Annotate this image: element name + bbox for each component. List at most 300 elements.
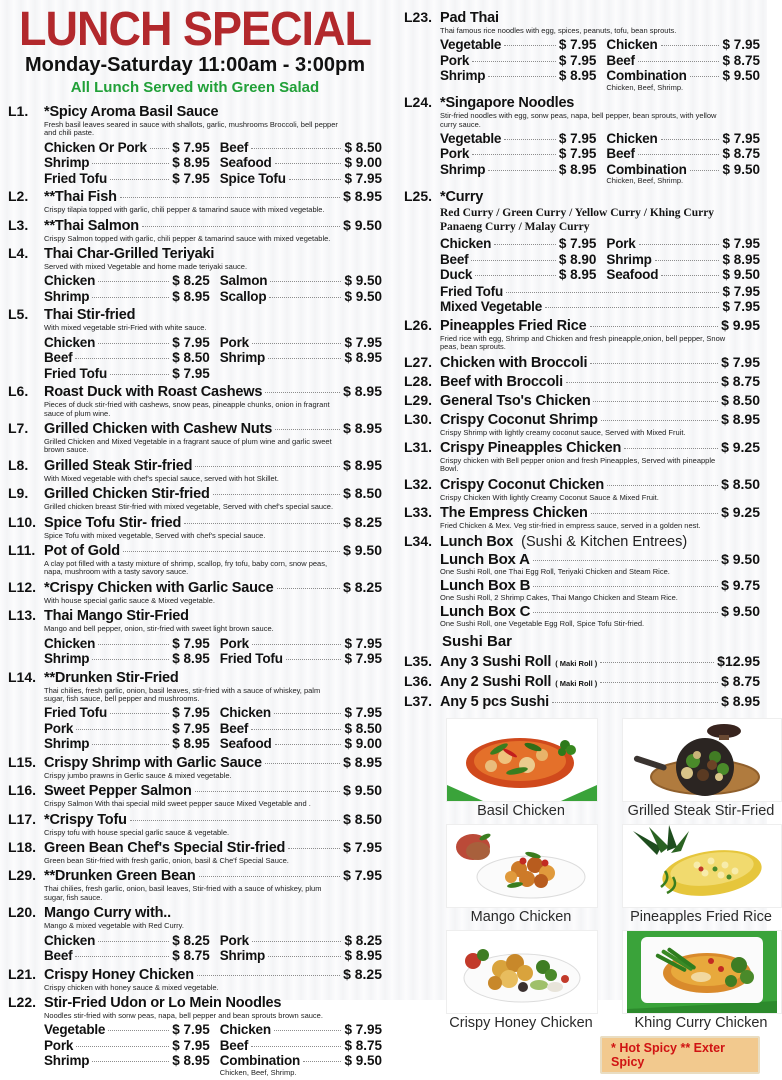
dotted-leader <box>251 729 341 730</box>
menu-item <box>8 515 382 540</box>
menu-item-header <box>404 674 760 691</box>
item-name: **Drunken Stir-Fried <box>44 669 179 686</box>
option-name: Beef <box>606 52 635 68</box>
menu-item <box>8 995 382 1077</box>
menu-item <box>404 189 760 315</box>
photo-caption: Mango Chicken <box>470 908 572 925</box>
dotted-leader <box>638 61 720 62</box>
dotted-leader <box>265 392 340 393</box>
item-description: Stir-fried noodles with egg, sonw peas, napa, bell pepper, bean sprouts, with yellow curry sauce. <box>440 111 717 129</box>
dotted-leader <box>142 226 340 227</box>
option-name: Vegetable <box>440 37 502 53</box>
item-name: Grilled Chicken Stir-fried <box>44 486 210 503</box>
menu-option <box>220 636 382 652</box>
dotted-leader <box>268 956 341 957</box>
options-grid <box>44 705 382 752</box>
menu-item <box>404 505 760 530</box>
item-number: L9. <box>8 485 29 502</box>
item-number: L5. <box>8 306 29 323</box>
dotted-leader <box>252 644 341 645</box>
item-name: **Thai Salmon <box>44 217 139 234</box>
option-price: $ 9.50 <box>722 267 760 283</box>
item-description: Crispy jumbo prawns in Gerlic sauce & mixed vegetable. <box>44 770 232 780</box>
option-name: Seafood <box>606 267 659 283</box>
menu-item <box>8 840 382 865</box>
item-price: $ 8.95 <box>721 410 760 427</box>
item-name: Thai Char-Grilled Teriyaki <box>44 245 215 262</box>
item-price: $ 8.95 <box>343 753 382 770</box>
dotted-leader <box>184 523 340 524</box>
menu-option <box>440 267 596 283</box>
menu-option <box>606 131 760 147</box>
option-price: $ 7.95 <box>558 37 597 53</box>
menu-option <box>44 335 210 351</box>
dotted-leader <box>195 791 340 792</box>
menu-option <box>440 53 596 69</box>
option-price: $ 7.95 <box>172 365 210 381</box>
lunch-box-entry <box>440 578 760 602</box>
option-name: Pork <box>219 334 249 350</box>
item-name: Lunch Box B <box>440 577 531 595</box>
photo-caption: Pineapples Fried Rice <box>630 908 772 925</box>
pineapple-fried-rice-photo <box>622 824 782 908</box>
dotted-leader <box>504 139 556 140</box>
menu-item-header <box>8 783 382 799</box>
dotted-leader <box>661 45 720 46</box>
dotted-leader <box>533 560 718 561</box>
option-price: $ 8.50 <box>172 350 210 366</box>
item-name: Roast Duck with Roast Cashews <box>44 384 263 401</box>
option-note: Chicken, Beef, Shrimp. <box>219 1067 297 1077</box>
item-number: L8. <box>8 456 29 473</box>
dotted-leader <box>590 363 718 364</box>
dotted-leader <box>472 61 556 62</box>
item-price: $ 8.25 <box>343 513 382 530</box>
dotted-leader <box>92 297 169 298</box>
menu-item <box>8 189 382 214</box>
menu-item-header <box>404 534 760 550</box>
option-price: $ 9.00 <box>344 736 382 752</box>
option-price: $ 9.00 <box>344 155 382 171</box>
menu-option <box>44 273 210 289</box>
item-name: Chicken with Broccoli <box>440 354 588 371</box>
menu-option <box>44 140 210 156</box>
item-name: Lunch Box <box>440 533 514 550</box>
item-number: L29. <box>404 391 433 408</box>
dotted-leader <box>197 975 340 976</box>
dotted-leader <box>110 713 169 714</box>
item-price: $ 8.75 <box>721 672 760 689</box>
menu-item-header <box>8 246 382 262</box>
option-name: Spice Tofu <box>219 170 286 186</box>
options-left <box>440 37 606 92</box>
menu-option <box>220 273 382 289</box>
menu-option <box>44 155 210 171</box>
left-column <box>8 0 382 1080</box>
option-name: Pork <box>440 146 470 162</box>
item-name: Lunch Box A <box>440 550 530 568</box>
option-name: Shrimp <box>44 155 90 171</box>
dotted-leader <box>593 401 718 402</box>
item-price: $ 9.50 <box>343 216 382 233</box>
menu-option <box>44 1038 210 1054</box>
menu-option <box>44 1022 210 1038</box>
menu-item <box>8 608 382 666</box>
hours-line: Monday-Saturday 11:00am - 3:00pm <box>24 53 366 76</box>
menu-item-header <box>8 995 382 1011</box>
item-price: $12.95 <box>717 652 760 669</box>
item-price: $ 9.25 <box>721 504 760 521</box>
item-price: $ 9.50 <box>343 782 382 799</box>
option-price: $ 8.95 <box>172 288 210 304</box>
option-price: $ 7.95 <box>172 705 210 721</box>
item-description: With Mixed vegetable with chef's special sauce, served with hot Skillet. <box>44 473 279 483</box>
dotted-leader <box>76 1046 169 1047</box>
dotted-leader <box>98 343 169 344</box>
item-price: $ 8.50 <box>343 485 382 502</box>
option-name: Combination <box>219 1053 301 1069</box>
option-name: Chicken <box>44 334 96 350</box>
item-price: $ 8.50 <box>721 475 760 492</box>
menu-option <box>606 162 760 178</box>
menu-item-header <box>404 355 760 371</box>
dotted-leader <box>590 326 719 327</box>
option-name: Chicken <box>219 705 271 721</box>
dotted-leader <box>286 659 342 660</box>
option-price: $ 8.95 <box>172 736 210 752</box>
options-left <box>44 273 220 304</box>
option-name: Mixed Vegetable <box>440 299 543 315</box>
option-name: Seafood <box>219 155 272 171</box>
menu-option <box>220 933 382 949</box>
option-name: Shrimp <box>44 651 90 667</box>
menu-option <box>44 1053 210 1069</box>
item-number: L34. <box>404 532 433 549</box>
item-price: $ 7.95 <box>343 838 382 855</box>
option-price: $ 7.95 <box>558 130 597 146</box>
option-price: $ 7.95 <box>344 705 382 721</box>
option-price: $ 8.50 <box>344 139 382 155</box>
option-name: Chicken <box>219 1022 271 1038</box>
item-price: $ 9.50 <box>721 550 760 567</box>
item-description: Mango & mixed vegetable with Red Curry. <box>44 921 184 931</box>
dotted-leader <box>75 358 169 359</box>
mango-chicken-photo <box>446 824 598 908</box>
menu-option <box>440 146 596 162</box>
options-right <box>220 335 382 382</box>
option-price: $ 7.95 <box>558 236 597 252</box>
dotted-leader <box>533 586 718 587</box>
dotted-leader <box>251 148 341 149</box>
option-name: Vegetable <box>440 130 502 146</box>
menu-item <box>8 486 382 511</box>
menu-option <box>220 155 382 171</box>
menu-item <box>404 674 760 691</box>
option-name: Chicken Or Pork <box>44 139 147 155</box>
option-price: $ 8.50 <box>344 720 382 736</box>
item-name: **Drunken Green Bean <box>44 868 196 885</box>
dotted-leader <box>110 374 169 375</box>
item-number: L14. <box>8 668 37 685</box>
item-description: Fried rice with egg, Shrimp and Chicken and fresh pineapple,onion, bell pepper, Snow peas, bean sprouts. <box>440 333 726 352</box>
option-name: Shrimp <box>44 288 90 304</box>
options-right <box>220 1022 382 1077</box>
option-name: Combination <box>606 161 687 177</box>
item-number: L18. <box>8 838 37 855</box>
option-price: $ 7.95 <box>172 1037 210 1053</box>
item-number: L37. <box>404 692 433 709</box>
dotted-leader <box>475 275 556 276</box>
item-number: L25. <box>404 187 433 204</box>
spicy-legend: * Hot Spicy ** Exter Spicy <box>600 1036 760 1074</box>
dotted-leader <box>76 729 169 730</box>
item-description: Green bean Stir-fried with fresh garlic, onion, basil & Che'f Special Sauce. <box>44 855 289 865</box>
item-price: $ 7.95 <box>343 867 382 884</box>
item-name: Sweet Pepper Salmon <box>44 783 192 800</box>
menu-option <box>440 37 596 53</box>
options-grid <box>44 140 382 187</box>
option-price: $ 8.95 <box>558 267 597 283</box>
item-description: With house special garlic sauce & Mixed vegetable. <box>44 595 215 605</box>
menu-item <box>404 10 760 92</box>
menu-item-header <box>404 318 760 334</box>
dotted-leader <box>265 763 340 764</box>
option-price: $ 7.95 <box>344 1022 382 1038</box>
item-price: $ 8.95 <box>343 456 382 473</box>
khing-curry-chicken-photo <box>622 930 782 1014</box>
menu-option <box>606 68 760 84</box>
menu-item-header <box>8 608 382 624</box>
item-name: Mango Curry with.. <box>44 905 171 922</box>
photo-caption: Basil Chicken <box>477 802 565 819</box>
item-description: One Sushi Roll, one Thai Egg Roll, Teriyaki Chicken and Steam Rice. <box>440 566 670 576</box>
options-left <box>44 335 220 382</box>
menu-option <box>220 1022 382 1038</box>
option-price: $ 8.25 <box>344 932 382 948</box>
item-description: Grilled chicken breast Stir-fried with mixed vegetable, Served with chef's special sauce. <box>44 502 334 512</box>
item-description: Fresh basil leaves seared in sauce with shallots, garlic, mushrooms Broccoli, bell pepper and chili paste. <box>44 119 338 138</box>
menu-option <box>606 37 760 53</box>
item-name: Crispy Shrimp with Garlic Sauce <box>44 754 262 771</box>
menu-item-header <box>8 189 382 205</box>
options-grid <box>440 131 760 186</box>
menu-item <box>8 458 382 483</box>
item-description: Thai chilies, fresh garlic, onion, basil leaves, Stir-fried with a sauce of whiskey, plum sugar, fish sauce. <box>44 884 322 902</box>
menu-item-header <box>404 477 760 493</box>
menu-item-header <box>404 654 760 671</box>
options-grid <box>44 335 382 382</box>
menu-option <box>220 736 382 752</box>
option-name: Fried Tofu <box>440 283 503 299</box>
item-name: Pot of Gold <box>44 542 120 559</box>
menu-option <box>44 736 210 752</box>
item-description: Crispy Salmon topped with garlic, chili pepper & tamarind sauce with mixed vegetable. <box>44 233 331 243</box>
menu-item-header <box>404 412 760 428</box>
menu-item <box>404 355 760 371</box>
menu-item-header <box>8 104 382 120</box>
dotted-leader <box>488 170 556 171</box>
options-right <box>220 705 382 752</box>
menu-item-header <box>8 967 382 983</box>
dotted-leader <box>275 429 340 430</box>
item-description: Crispy Salmon With thai special mild sweet pepper sauce Mixed Vegetable and . <box>44 799 311 809</box>
item-number: L10. <box>8 513 37 530</box>
menu-option <box>44 350 210 366</box>
item-number: L11. <box>8 541 36 558</box>
lunch-box-header <box>440 604 760 619</box>
item-name: Grilled Chicken with Cashew Nuts <box>44 421 273 438</box>
options-right <box>606 236 760 283</box>
item-price: $ 8.95 <box>721 692 760 709</box>
dotted-leader <box>552 702 718 703</box>
salad-note: All Lunch Served with Green Salad <box>70 78 320 96</box>
dotted-leader <box>274 1030 342 1031</box>
menu-item-header <box>8 580 382 596</box>
option-price: $ 7.95 <box>172 720 210 736</box>
menu-option <box>44 721 210 737</box>
dotted-leader <box>471 260 555 261</box>
option-name: Shrimp <box>440 161 486 177</box>
lunch-box-entry <box>440 604 760 628</box>
option-name: Beef <box>606 146 635 162</box>
option-price: $ 9.50 <box>344 1053 382 1069</box>
item-price: $ 9.95 <box>721 316 760 333</box>
dotted-leader <box>591 513 718 514</box>
item-price: $ 9.25 <box>721 439 760 456</box>
item-description: Fried Chicken & Mex. Veg stir-fried in empress sauce, served in a golden nest. <box>440 521 701 531</box>
item-name-suffix: (Sushi & Kitchen Entrees) <box>521 533 688 550</box>
item-description: One Sushi Roll, 2 Shrimp Cakes, Thai Mango Chicken and Steam Rice. <box>440 593 678 603</box>
menu-option <box>220 171 382 187</box>
item-number: L26. <box>404 316 433 333</box>
menu-item <box>404 440 760 474</box>
photo-caption: Khing Curry Chicken <box>634 1014 768 1031</box>
item-number: L24. <box>404 94 433 111</box>
gallery-item <box>622 718 780 820</box>
item-price: $ 8.95 <box>343 188 382 205</box>
options-right <box>606 131 760 186</box>
item-description: Crispy chicken with Bell pepper onion and fresh Pineapples, Served with pineapple Bowl. <box>440 456 716 474</box>
item-name-note: ( Maki Roll ) <box>555 658 598 668</box>
item-name: *Crispy Tofu <box>44 811 127 828</box>
menu-item-header <box>8 218 382 234</box>
menu-item <box>8 543 382 577</box>
item-name: Crispy Coconut Chicken <box>440 476 604 493</box>
photo-caption: Grilled Steak Stir-Fried <box>627 802 775 819</box>
menu-item-header <box>8 421 382 437</box>
item-description: One Sushi Roll, one Vegetable Egg Roll, Spice Tofu Stir-fried. <box>440 619 645 629</box>
menu-item-header <box>404 393 760 409</box>
menu-item <box>8 670 382 752</box>
menu-item-header <box>8 515 382 531</box>
menu-option <box>440 68 596 84</box>
page-title: LUNCH SPECIAL <box>18 0 371 57</box>
dotted-leader <box>98 644 169 645</box>
option-name: Fried Tofu <box>44 170 107 186</box>
menu-item-header <box>404 10 760 26</box>
gallery-item <box>622 824 780 926</box>
option-name: Chicken <box>606 130 658 146</box>
menu-option <box>44 171 210 187</box>
gallery-item <box>446 930 596 1032</box>
item-number: L4. <box>8 244 29 261</box>
option-name: Beef <box>440 251 469 267</box>
item-number: L33. <box>404 504 433 521</box>
dotted-leader <box>195 466 340 467</box>
option-price: $ 8.95 <box>558 161 597 177</box>
food-photo-gallery <box>446 718 775 1032</box>
options-left <box>44 1022 220 1077</box>
menu-option <box>440 299 760 315</box>
item-name: Any 5 pcs Sushi <box>440 693 550 710</box>
dotted-leader <box>123 551 340 552</box>
option-price: $ 8.25 <box>172 273 210 289</box>
menu-item-header <box>404 694 760 710</box>
option-price: $ 8.95 <box>558 68 597 84</box>
item-number: L22. <box>8 993 37 1010</box>
crispy-honey-chicken-photo <box>446 930 598 1014</box>
dotted-leader <box>690 170 720 171</box>
dotted-leader <box>110 179 169 180</box>
options-left <box>44 933 220 964</box>
menu-item <box>8 755 382 780</box>
option-price: $ 8.95 <box>172 155 210 171</box>
menu-item <box>8 246 382 304</box>
item-number: L13. <box>8 607 37 624</box>
menu-option <box>220 721 382 737</box>
dotted-leader <box>638 154 720 155</box>
item-description: Served with mixed Vegetable and home made teriyaki sauce. <box>44 261 248 271</box>
menu-column-left <box>8 104 382 1077</box>
option-name: Shrimp <box>606 251 652 267</box>
item-name: Stir-Fried Udon or Lo Mein Noodles <box>44 994 282 1011</box>
option-name: Scallop <box>219 288 267 304</box>
dotted-leader <box>488 76 556 77</box>
menu-column-right <box>404 10 760 710</box>
option-price: $ 8.95 <box>722 251 760 267</box>
option-price: $ 8.95 <box>344 350 382 366</box>
item-description: Thai famous rice noodles with egg, spices, peanuts, tofu, bean sprouts. <box>440 26 677 35</box>
item-name: Beef with Broccoli <box>440 373 563 390</box>
options-right <box>220 140 382 187</box>
option-name: Pork <box>606 236 636 252</box>
menu-option <box>606 146 760 162</box>
menu-item <box>404 477 760 502</box>
item-price: $ 8.75 <box>721 372 760 389</box>
options-grid <box>440 37 760 92</box>
menu-item-header <box>8 868 382 884</box>
menu-option <box>220 1053 382 1069</box>
menu-item <box>404 374 760 390</box>
option-name: Chicken <box>440 236 492 252</box>
option-price: $ 8.90 <box>558 251 597 267</box>
menu-item-header <box>404 374 760 390</box>
option-price: $ 8.95 <box>172 1053 210 1069</box>
item-price: $ 8.50 <box>343 810 382 827</box>
menu-item <box>404 95 760 186</box>
item-name: Crispy Honey Chicken <box>44 966 194 983</box>
dotted-leader <box>504 45 556 46</box>
dotted-leader <box>92 659 169 660</box>
option-name: Fried Tofu <box>44 705 107 721</box>
options-grid <box>44 1022 382 1077</box>
curry-variant-line: Red Curry / Green Curry / Yellow Curry / Khing Curry <box>440 206 715 219</box>
option-price: $ 7.95 <box>722 130 760 146</box>
option-price: $ 7.95 <box>172 334 210 350</box>
menu-item-header <box>8 543 382 559</box>
dotted-leader <box>150 148 169 149</box>
menu-item <box>8 218 382 243</box>
